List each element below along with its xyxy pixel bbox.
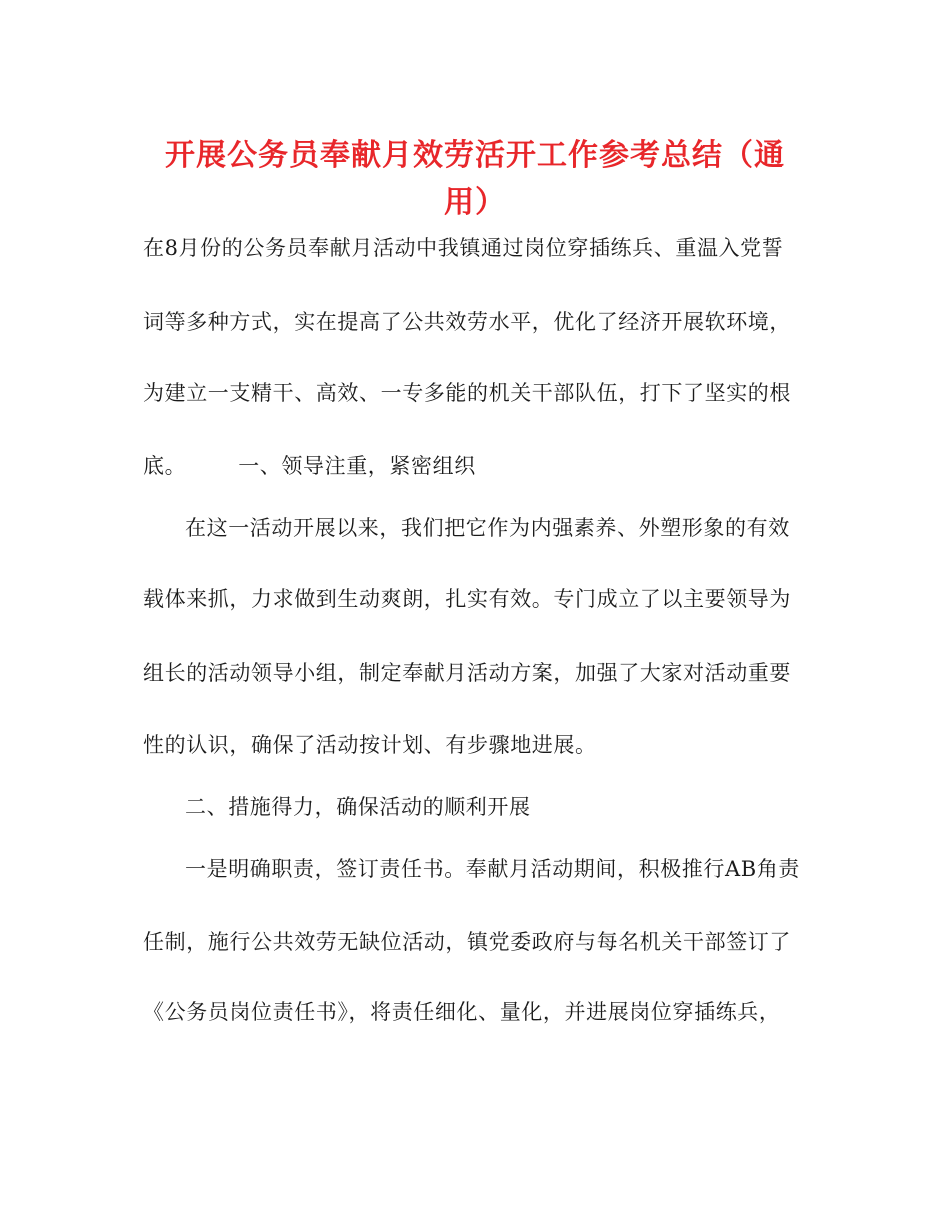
paragraph-1-line-4-text: 底。 bbox=[143, 454, 187, 478]
paragraph-1-line-1: 在8月份的公务员奉献月活动中我镇通过岗位穿插练兵、重温入党誓 bbox=[143, 236, 784, 260]
document-title-line-1: 开展公务员奉献月效劳活开工作参考总结（通 bbox=[165, 138, 785, 173]
paragraph-2-line-1: 在这一活动开展以来，我们把它作为内强素养、外塑形象的有效 bbox=[185, 516, 790, 540]
paragraph-1-line-2: 词等多种方式，实在提高了公共效劳水平，优化了经济开展软环境， bbox=[143, 310, 791, 334]
paragraph-2-line-2: 载体来抓，力求做到生动爽朗，扎实有效。专门成立了以主要领导为 bbox=[143, 587, 791, 611]
paragraph-3-line-2: 任制，施行公共效劳无缺位活动，镇党委政府与每名机关干部签订了 bbox=[143, 930, 791, 954]
paragraph-3-line-1: 一是明确职责，签订责任书。奉献月活动期间，积极推行AB角责 bbox=[185, 857, 800, 881]
paragraph-2-line-4: 性的认识，确保了活动按计划、有步骤地进展。 bbox=[143, 733, 597, 757]
section-heading-1: 一、领导注重，紧密组织 bbox=[238, 454, 476, 478]
document-title-line-2: 用） bbox=[444, 185, 506, 220]
paragraph-3-line-3: 《公务员岗位责任书》，将责任细化、量化，并进展岗位穿插练兵， bbox=[143, 1000, 781, 1024]
paragraph-1-line-4 bbox=[143, 450, 476, 480]
paragraph-2-line-3: 组长的活动领导小组，制定奉献月活动方案，加强了大家对活动重要 bbox=[143, 661, 791, 685]
section-heading-2: 二、措施得力，确保活动的顺利开展 bbox=[185, 795, 531, 819]
paragraph-1-line-3: 为建立一支精干、高效、一专多能的机关干部队伍，打下了坚实的根 bbox=[143, 381, 791, 405]
